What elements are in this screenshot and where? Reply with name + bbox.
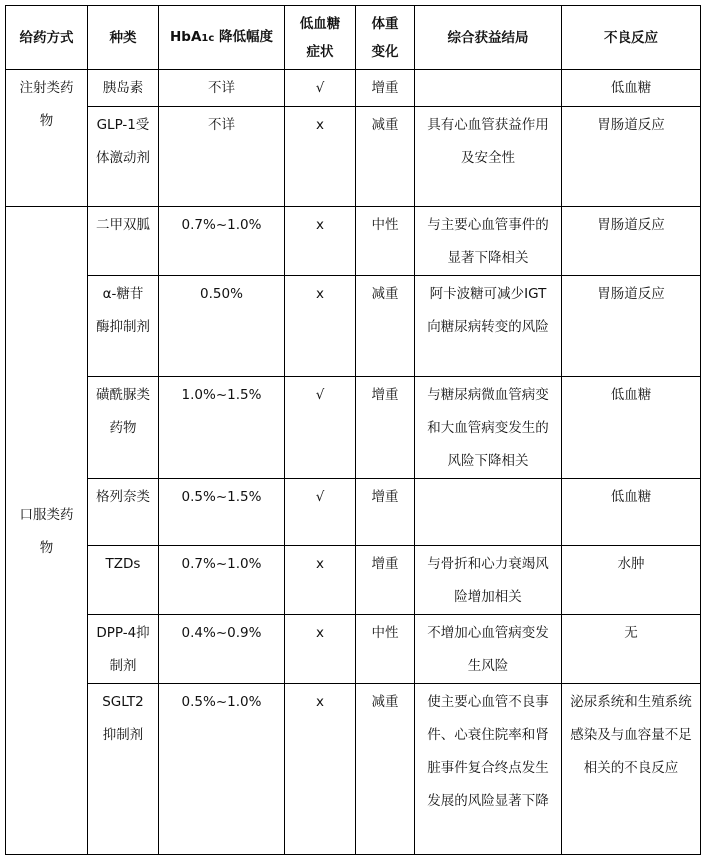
adverse-cell: 胃肠道反应 [562,207,701,276]
route-cell: 注射类药物 [6,70,88,207]
adverse-cell: 无 [562,615,701,684]
hypo-cell: x [285,207,356,276]
kind-cell: DPP-4抑制剂 [88,615,159,684]
table-row [6,684,701,855]
kind-cell: GLP-1受体激动剂 [88,107,159,207]
hypo-cell: √ [285,70,356,107]
weight-cell: 减重 [356,684,415,855]
adverse-cell: 低血糖 [562,70,701,107]
hba1c-cell: 0.5%~1.5% [159,479,285,546]
table-row [6,546,701,615]
hba1c-cell: 0.7%~1.0% [159,207,285,276]
benefit-cell: 使主要心血管不良事件、心衰住院率和肾脏事件复合终点发生发展的风险显著下降 [415,684,562,855]
table-row [6,377,701,479]
adverse-cell: 低血糖 [562,479,701,546]
weight-cell: 减重 [356,276,415,377]
header-hba1c: HbA1c 降低幅度 [159,6,285,70]
kind-cell: SGLT2抑制剂 [88,684,159,855]
benefit-cell: 与骨折和心力衰竭风险增加相关 [415,546,562,615]
benefit-cell [415,70,562,107]
table-row [6,479,701,546]
hypo-cell: x [285,615,356,684]
weight-cell: 增重 [356,70,415,107]
hba1c-cell: 不详 [159,107,285,207]
hba1c-cell: 1.0%~1.5% [159,377,285,479]
table-row [6,107,701,207]
benefit-cell: 与糖尿病微血管病变和大血管病变发生的风险下降相关 [415,377,562,479]
benefit-cell [415,479,562,546]
weight-cell: 增重 [356,377,415,479]
hypo-cell: √ [285,479,356,546]
table-row [6,70,701,107]
benefit-cell: 阿卡波糖可减少IGT 向糖尿病转变的风险 [415,276,562,377]
benefit-cell: 具有心血管获益作用及安全性 [415,107,562,207]
benefit-cell: 不增加心血管病变发生风险 [415,615,562,684]
kind-cell: 胰岛素 [88,70,159,107]
hypo-cell: x [285,107,356,207]
adverse-cell: 水肿 [562,546,701,615]
weight-cell: 中性 [356,207,415,276]
route-cell: 口服类药物 [6,207,88,855]
adverse-cell: 低血糖 [562,377,701,479]
kind-cell: 二甲双胍 [88,207,159,276]
header-kind: 种类 [88,6,159,70]
header-weight: 体重变化 [356,6,415,70]
hba1c-cell: 0.50% [159,276,285,377]
header-adverse: 不良反应 [562,6,701,70]
table-row [6,207,701,276]
hba1c-cell: 0.4%~0.9% [159,615,285,684]
hba1c-cell: 0.5%~1.0% [159,684,285,855]
adverse-cell: 泌尿系统和生殖系统感染及与血容量不足相关的不良反应 [562,684,701,855]
header-row [6,6,701,70]
kind-cell: 格列奈类 [88,479,159,546]
table-row [6,276,701,377]
drug-comparison-table [5,5,701,855]
benefit-cell: 与主要心血管事件的显著下降相关 [415,207,562,276]
hba1c-cell: 不详 [159,70,285,107]
adverse-cell: 胃肠道反应 [562,276,701,377]
weight-cell: 减重 [356,107,415,207]
table-row [6,615,701,684]
hypo-cell: x [285,276,356,377]
kind-cell: α-糖苷酶抑制剂 [88,276,159,377]
header-route: 给药方式 [6,6,88,70]
weight-cell: 增重 [356,479,415,546]
header-hypo: 低血糖症状 [285,6,356,70]
hba1c-cell: 0.7%~1.0% [159,546,285,615]
weight-cell: 中性 [356,615,415,684]
hypo-cell: √ [285,377,356,479]
header-benefit: 综合获益结局 [415,6,562,70]
adverse-cell: 胃肠道反应 [562,107,701,207]
kind-cell: TZDs [88,546,159,615]
hypo-cell: x [285,546,356,615]
hypo-cell: x [285,684,356,855]
weight-cell: 增重 [356,546,415,615]
kind-cell: 磺酰脲类药物 [88,377,159,479]
